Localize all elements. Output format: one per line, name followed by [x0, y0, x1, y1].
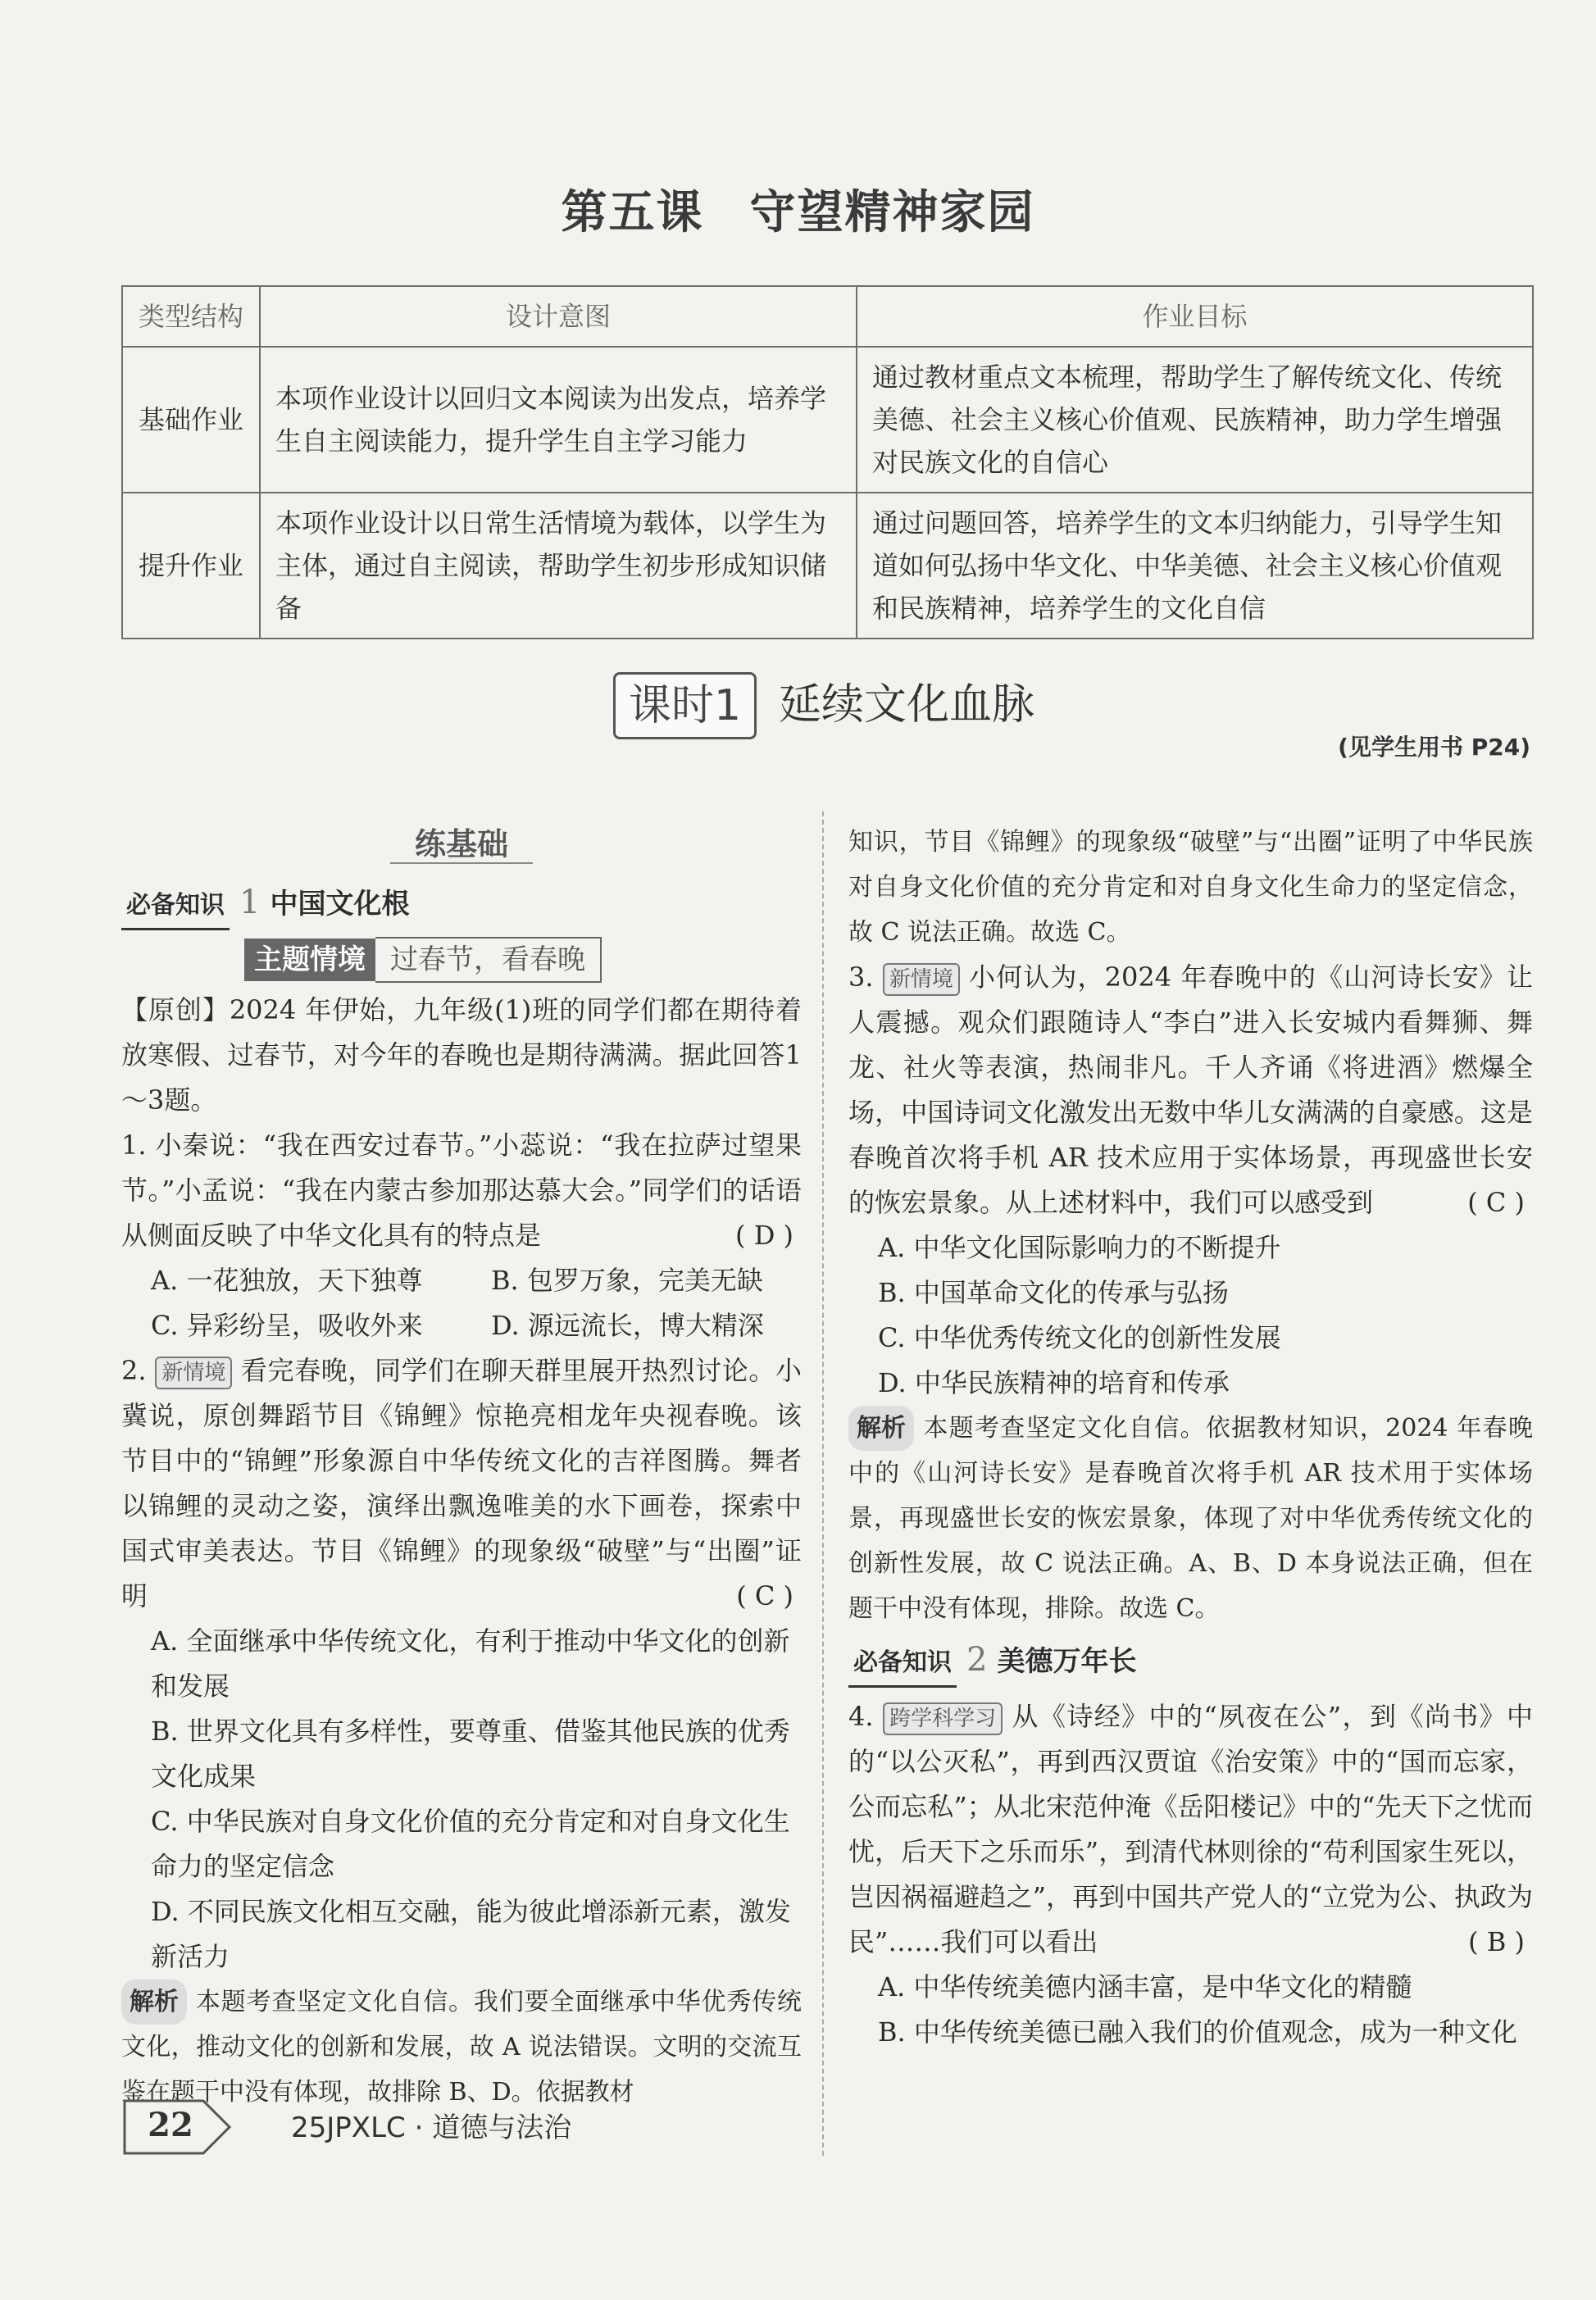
interdisciplinary-badge: 跨学科学习 [883, 1702, 1003, 1735]
period-title: 延续文化血脉 [779, 680, 1035, 730]
knowledge-tag: 必备知识 [848, 1640, 957, 1688]
left-column [121, 820, 802, 2115]
new-scenario-badge: 新情境 [155, 1357, 232, 1389]
option: B. 包罗万象，完美无缺 [491, 1265, 763, 1296]
student-book-reference: (见学生用书 P24) [1338, 734, 1530, 761]
answer-1: ( D ) [735, 1220, 793, 1251]
book-code: 25JPXLC · 道德与法治 [291, 2111, 572, 2144]
question-3: 3. 新情境 小何认为，2024 年春晚中的《山河诗长安》让人震撼。观众们跟随诗人“李白”进入长安城内看舞狮、舞龙、社火等表演，热闹非凡。千人齐诵《将进酒》燃爆全场，中国诗词文化激发出无数中华儿女满满的自豪感。这是春晚首次将手机 AR 技术应用于实体场景，再现盛世长安的恢宏景象。从上述材料中，我们可以感受到 ( C ) [848, 955, 1533, 1225]
period-label: 课时1 [613, 672, 757, 739]
knowledge-tag: 必备知识 [121, 883, 230, 930]
scenario-text: 过春节，看春晚 [375, 937, 602, 983]
page-number: 22 [148, 2106, 193, 2144]
analysis-1: 解析 本题考查坚定文化自信。我们要全面继承中华优秀传统文化，推动文化的创新和发展，故 A 说法错误。文明的交流互鉴在题干中没有体现，故排除 B、D。依据教材 [121, 1980, 802, 2115]
question-1: 1. 小秦说：“我在西安过春节。”小蕊说：“我在拉萨过望果节。”小孟说：“我在内蒙古参加那达慕大会。”同学们的话语从侧面反映了中华文化具有的特点是 ( D ) [121, 1123, 802, 1258]
analysis-3: 解析 本题考查坚定文化自信。依据教材知识，2024 年春晚中的《山河诗长安》是春晚首次将手机 AR 技术用于实体场景，再现盛世长安的恢宏景象，体现了对中华优秀传统文化的创新性发展，故 C 说法正确。A、B、D 本身说法正确，但在题干中没有体现，排除。故选 C。 [848, 1406, 1533, 1631]
lesson-heading [0, 176, 1596, 242]
scenario-label: 主题情境 [244, 939, 375, 981]
option: A. 一花独放，天下独尊 [151, 1265, 423, 1296]
question-2: 2. 新情境 看完春晚，同学们在聊天群里展开热烈讨论。小冀说，原创舞蹈节目《锦鲤》惊艳亮相龙年央视春晚。该节目中的“锦鲤”形象源自中华传统文化的吉祥图腾。舞者以锦鲤的灵动之姿，演绎出飘逸唯美的水下画卷，探索中国式审美表达。节目《锦鲤》的现象级“破壁”与“出圈”证明 ( C ) [121, 1348, 802, 1619]
options-row [121, 1258, 802, 1303]
table-cell-intent: 本项作业设计以回归文本阅读为出发点，培养学生自主阅读能力，提升学生自主学习能力 [260, 347, 857, 493]
option: B. 中国革命文化的传承与弘扬 [878, 1277, 1229, 1308]
knowledge-title: 美德万年长 [997, 1645, 1137, 1678]
option: A. 全面继承中华传统文化，有利于推动中华文化的创新和发展 [151, 1625, 790, 1702]
table-row [122, 347, 1533, 493]
table-header: 作业目标 [857, 286, 1533, 347]
option: D. 源远流长，博大精深 [491, 1310, 764, 1341]
lesson-name: 守望精神家园 [749, 185, 1035, 239]
table-cell-intent: 本项作业设计以日常生活情境为载体，以学生为主体，通过自主阅读，帮助学生初步形成知识储备 [260, 493, 857, 639]
table-header: 设计意图 [260, 286, 857, 347]
answer-4: ( B ) [1468, 1926, 1525, 1957]
table-cell-goal: 通过教材重点文本梳理，帮助学生了解传统文化、传统美德、社会主义核心价值观、民族精神，助力学生增强对民族文化的自信心 [857, 347, 1533, 493]
question-4: 4. 跨学科学习 从《诗经》中的“夙夜在公”，到《尚书》中的“以公灭私”，再到西汉贾谊《治安策》中的“国而忘家，公而忘私”；从北宋范仲淹《岳阳楼记》中的“先天下之忧而忧，后天下之乐而乐”，到清代林则徐的“苟利国家生死以，岂因祸福避趋之”，再到中国共产党人的“立党为公、执政为民”……我们可以看出 ( B ) [848, 1694, 1533, 1965]
options-row [121, 1303, 802, 1348]
new-scenario-badge: 新情境 [883, 963, 960, 996]
table-cell-type: 提升作业 [122, 493, 260, 639]
option: B. 中华传统美德已融入我们的价值观念，成为一种文化 [878, 2016, 1517, 2048]
option: D. 不同民族文化相互交融，能为彼此增添新元素，激发新活力 [151, 1896, 791, 1972]
option: C. 中华民族对自身文化价值的充分肯定和对自身文化生命力的坚定信念 [151, 1806, 790, 1882]
option: A. 中华文化国际影响力的不断提升 [878, 1232, 1281, 1263]
analysis-label: 解析 [848, 1406, 914, 1451]
table-header: 类型结构 [122, 286, 260, 347]
table-row [122, 493, 1533, 639]
table-cell-goal: 通过问题回答，培养学生的文本归纳能力，引导学生知道如何弘扬中华文化、中华美德、社会主义核心价值观和民族精神，培养学生的文化自信 [857, 493, 1533, 639]
knowledge-number: 2 [966, 1641, 988, 1679]
analysis-1-continued: 知识，节目《锦鲤》的现象级“破壁”与“出圈”证明了中华民族对自身文化价值的充分肯定和对自身文化生命力的坚定信念，故 C 说法正确。故选 C。 [848, 828, 1533, 947]
option: D. 中华民族精神的培育和传承 [878, 1367, 1230, 1398]
option: B. 世界文化具有多样性，要尊重、借鉴其他民族的优秀文化成果 [151, 1716, 790, 1792]
answer-2: ( C ) [736, 1580, 793, 1611]
knowledge-heading-1 [121, 880, 802, 930]
theme-scenario [244, 937, 802, 980]
option: A. 中华传统美德内涵丰富，是中华文化的精髓 [878, 1971, 1412, 2002]
answer-3: ( C ) [1467, 1187, 1525, 1218]
right-column [848, 820, 1533, 2055]
knowledge-heading-2 [848, 1638, 1533, 1688]
lesson-number: 第五课 [561, 185, 704, 239]
option: C. 中华优秀传统文化的创新性发展 [878, 1322, 1281, 1353]
section-heading: 练基础 [121, 820, 802, 869]
knowledge-title: 中国文化根 [270, 888, 410, 920]
option: C. 异彩纷呈，吸收外来 [151, 1310, 423, 1341]
knowledge-number: 1 [239, 884, 261, 921]
table-cell-type: 基础作业 [122, 347, 260, 493]
analysis-label: 解析 [121, 1980, 187, 2025]
table-header-row [122, 286, 1533, 347]
column-divider [822, 811, 824, 2156]
design-table [121, 285, 1534, 639]
intro-paragraph: 【原创】2024 年伊始，九年级(1)班的同学们都在期待着放寒假、过春节，对今年的春晚也是期待满满。据此回答1～3题。 [121, 994, 802, 1116]
